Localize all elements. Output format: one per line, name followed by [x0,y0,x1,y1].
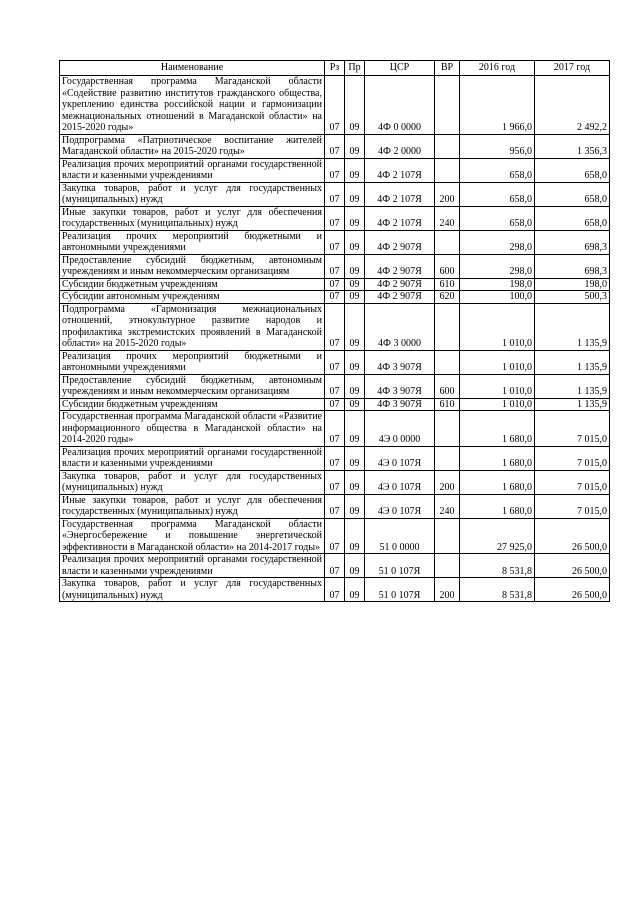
header-2017: 2017 год [535,61,610,76]
cell-pr: 09 [345,158,365,182]
table-row [60,578,610,602]
cell-2016: 8 531,8 [460,578,535,602]
cell-name: Государственная программа Магаданской области «Развитие информационного общества в Магаданской области» на 2014-2020 годы» [60,411,325,447]
cell-name: Реализация прочих мероприятий органами государственной власти и казенными учреждениями [60,446,325,470]
cell-2016: 1 966,0 [460,76,535,135]
cell-vr [435,76,460,135]
cell-csr: 4Э 0 107Я [365,494,435,518]
table-row [60,494,610,518]
cell-vr [435,411,460,447]
header-2016: 2016 год [460,61,535,76]
cell-csr: 4Э 0 107Я [365,470,435,494]
cell-csr: 4Ф 3 907Я [365,398,435,411]
cell-pr: 09 [345,303,365,350]
cell-2016: 100,0 [460,291,535,304]
table-row [60,374,610,398]
cell-rz: 07 [325,303,345,350]
cell-2016: 298,0 [460,230,535,254]
cell-pr: 09 [345,278,365,291]
cell-2017: 7 015,0 [535,494,610,518]
cell-pr: 09 [345,254,365,278]
header-vr: ВР [435,61,460,76]
cell-rz: 07 [325,398,345,411]
cell-name: Государственная программа Магаданской области «Энергосбережение и повышение энергетической эффективности в Магаданской области» на 2014-2017 годы» [60,518,325,554]
cell-rz: 07 [325,76,345,135]
cell-rz: 07 [325,291,345,304]
cell-csr: 4Ф 2 0000 [365,134,435,158]
cell-pr: 09 [345,206,365,230]
cell-vr [435,554,460,578]
cell-2017: 1 135,9 [535,374,610,398]
cell-2017: 198,0 [535,278,610,291]
cell-name: Закупка товаров, работ и услуг для государственных (муниципальных) нужд [60,182,325,206]
cell-vr [435,134,460,158]
cell-vr: 240 [435,206,460,230]
cell-2017: 7 015,0 [535,446,610,470]
cell-2017: 1 135,9 [535,350,610,374]
cell-vr [435,158,460,182]
table-row [60,518,610,554]
cell-2016: 956,0 [460,134,535,158]
cell-name: Закупка товаров, работ и услуг для государственных (муниципальных) нужд [60,470,325,494]
cell-rz: 07 [325,134,345,158]
cell-rz: 07 [325,230,345,254]
cell-2016: 658,0 [460,158,535,182]
cell-2017: 7 015,0 [535,470,610,494]
cell-csr: 4Ф 2 907Я [365,278,435,291]
cell-name: Предоставление субсидий бюджетным, автономным учреждениям и иным некоммерческим организациям [60,374,325,398]
header-name: Наименование [60,61,325,76]
cell-name: Подпрограмма «Гармонизация межнациональных отношений, этнокультурное развитие народов и профилактика экстремистских проявлений в Магаданской области» на 2015-2020 годы» [60,303,325,350]
cell-rz: 07 [325,374,345,398]
cell-csr: 4Ф 3 907Я [365,374,435,398]
cell-2016: 658,0 [460,182,535,206]
cell-vr: 600 [435,374,460,398]
cell-name: Реализация прочих мероприятий органами государственной власти и казенными учреждениями [60,158,325,182]
cell-pr: 09 [345,518,365,554]
table-row [60,291,610,304]
cell-name: Подпрограмма «Патриотическое воспитание жителей Магаданской области» на 2015-2020 годы» [60,134,325,158]
cell-csr: 4Э 0 107Я [365,446,435,470]
cell-vr: 200 [435,470,460,494]
cell-vr: 200 [435,578,460,602]
cell-name: Реализация прочих мероприятий бюджетными и автономными учреждениями [60,230,325,254]
cell-rz: 07 [325,278,345,291]
table-row [60,76,610,135]
cell-2017: 26 500,0 [535,554,610,578]
cell-csr: 4Ф 2 907Я [365,230,435,254]
cell-2017: 26 500,0 [535,578,610,602]
cell-rz: 07 [325,411,345,447]
cell-2016: 198,0 [460,278,535,291]
cell-csr: 51 0 107Я [365,578,435,602]
table-row [60,350,610,374]
table-row [60,182,610,206]
cell-2017: 1 356,3 [535,134,610,158]
cell-vr: 620 [435,291,460,304]
cell-csr: 4Ф 2 907Я [365,254,435,278]
cell-2017: 2 492,2 [535,76,610,135]
cell-pr: 09 [345,411,365,447]
cell-rz: 07 [325,446,345,470]
table-row [60,398,610,411]
table-row [60,254,610,278]
cell-name: Реализация прочих мероприятий бюджетными и автономными учреждениями [60,350,325,374]
table-row [60,554,610,578]
cell-2016: 1 680,0 [460,446,535,470]
cell-vr: 610 [435,398,460,411]
header-row [60,61,610,76]
table-row [60,134,610,158]
cell-vr [435,230,460,254]
cell-2016: 658,0 [460,206,535,230]
cell-pr: 09 [345,374,365,398]
table-row [60,470,610,494]
cell-csr: 4Э 0 0000 [365,411,435,447]
cell-name: Субсидии бюджетным учреждениям [60,278,325,291]
cell-name: Иные закупки товаров, работ и услуг для обеспечения государственных (муниципальных) нужд [60,494,325,518]
cell-csr: 4Ф 0 0000 [365,76,435,135]
cell-2016: 1 680,0 [460,470,535,494]
cell-pr: 09 [345,182,365,206]
cell-rz: 07 [325,350,345,374]
cell-2016: 1 010,0 [460,303,535,350]
cell-2017: 7 015,0 [535,411,610,447]
cell-pr: 09 [345,554,365,578]
cell-name: Субсидии бюджетным учреждениям [60,398,325,411]
cell-name: Иные закупки товаров, работ и услуг для обеспечения государственных (муниципальных) нужд [60,206,325,230]
cell-name: Государственная программа Магаданской области «Содействие развитию институтов гражданского общества, укреплению единства российской нации и гармонизации межнациональных отношений в Магаданской области» на 2015-2020 годы» [60,76,325,135]
cell-vr [435,303,460,350]
header-pr: Пр [345,61,365,76]
cell-2017: 658,0 [535,182,610,206]
cell-2016: 1 680,0 [460,494,535,518]
cell-csr: 4Ф 3 907Я [365,350,435,374]
cell-pr: 09 [345,446,365,470]
cell-pr: 09 [345,494,365,518]
cell-vr: 600 [435,254,460,278]
cell-name: Предоставление субсидий бюджетным, автономным учреждениям и иным некоммерческим организациям [60,254,325,278]
cell-pr: 09 [345,291,365,304]
cell-csr: 4Ф 2 107Я [365,158,435,182]
table-row [60,303,610,350]
cell-pr: 09 [345,134,365,158]
cell-pr: 09 [345,470,365,494]
cell-rz: 07 [325,182,345,206]
cell-rz: 07 [325,254,345,278]
cell-2017: 1 135,9 [535,398,610,411]
cell-name: Закупка товаров, работ и услуг для государственных (муниципальных) нужд [60,578,325,602]
cell-vr [435,518,460,554]
cell-rz: 07 [325,578,345,602]
cell-2016: 1 680,0 [460,411,535,447]
cell-name: Субсидии автономным учреждениям [60,291,325,304]
cell-2016: 1 010,0 [460,374,535,398]
cell-pr: 09 [345,398,365,411]
cell-rz: 07 [325,470,345,494]
table-row [60,411,610,447]
cell-2017: 500,3 [535,291,610,304]
table-row [60,206,610,230]
cell-2016: 1 010,0 [460,398,535,411]
cell-csr: 4Ф 2 107Я [365,182,435,206]
header-csr: ЦСР [365,61,435,76]
cell-vr [435,446,460,470]
cell-vr [435,350,460,374]
cell-vr: 240 [435,494,460,518]
cell-2017: 26 500,0 [535,518,610,554]
cell-csr: 51 0 107Я [365,554,435,578]
budget-table [59,60,610,602]
cell-pr: 09 [345,578,365,602]
cell-2016: 27 925,0 [460,518,535,554]
table-row [60,278,610,291]
cell-rz: 07 [325,206,345,230]
cell-pr: 09 [345,76,365,135]
cell-2016: 8 531,8 [460,554,535,578]
cell-2017: 698,3 [535,230,610,254]
cell-csr: 51 0 0000 [365,518,435,554]
table-row [60,230,610,254]
cell-2017: 1 135,9 [535,303,610,350]
cell-rz: 07 [325,494,345,518]
cell-pr: 09 [345,230,365,254]
table-row [60,446,610,470]
cell-rz: 07 [325,158,345,182]
cell-2017: 658,0 [535,206,610,230]
cell-2016: 1 010,0 [460,350,535,374]
cell-name: Реализация прочих мероприятий органами государственной власти и казенными учреждениями [60,554,325,578]
cell-csr: 4Ф 2 907Я [365,291,435,304]
cell-csr: 4Ф 2 107Я [365,206,435,230]
cell-2016: 298,0 [460,254,535,278]
cell-2017: 658,0 [535,158,610,182]
cell-2017: 698,3 [535,254,610,278]
header-rz: Рз [325,61,345,76]
cell-rz: 07 [325,554,345,578]
cell-vr: 200 [435,182,460,206]
cell-pr: 09 [345,350,365,374]
cell-vr: 610 [435,278,460,291]
cell-csr: 4Ф 3 0000 [365,303,435,350]
table-row [60,158,610,182]
cell-rz: 07 [325,518,345,554]
